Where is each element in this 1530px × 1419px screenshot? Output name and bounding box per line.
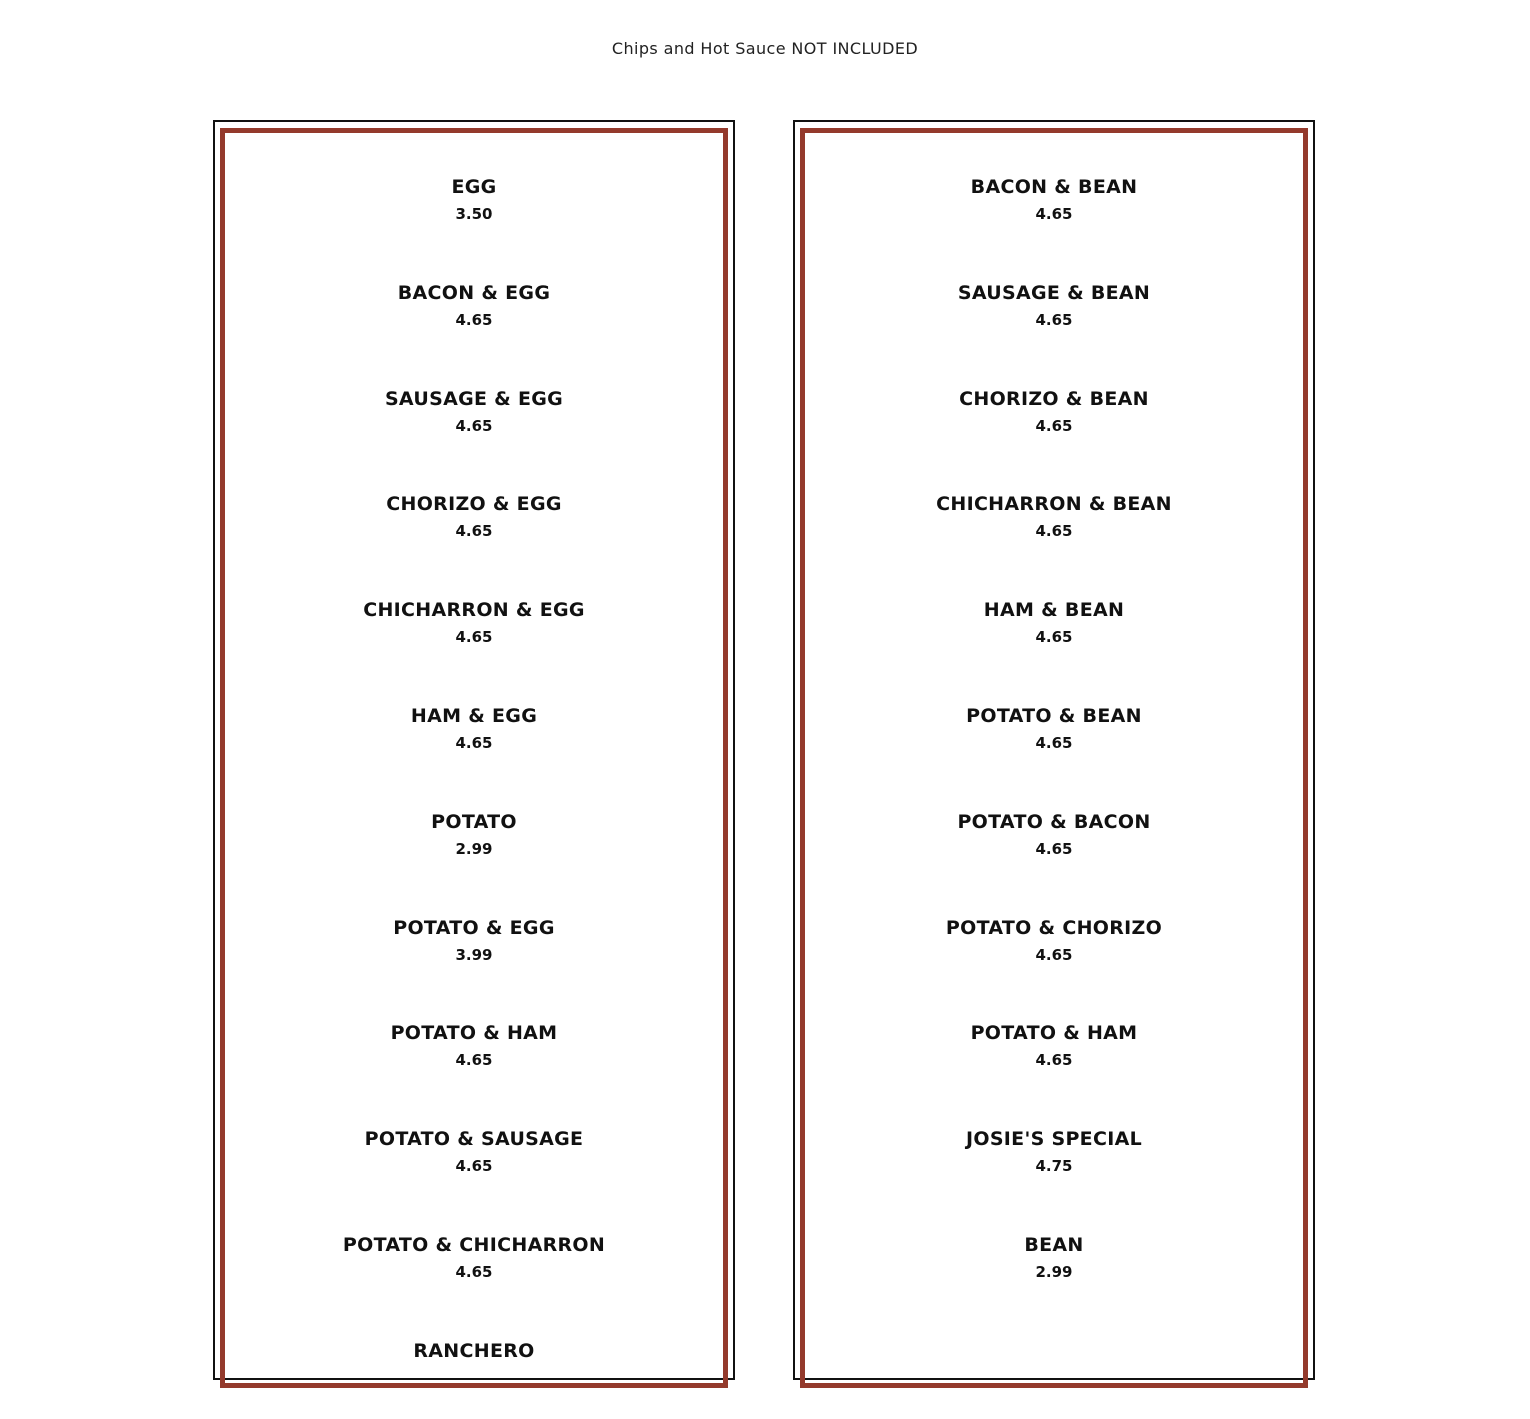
menu-item-price: 3.99 bbox=[455, 945, 493, 964]
menu-item-price: 4.75 bbox=[1035, 1157, 1073, 1176]
menu-item-price: 4.65 bbox=[1035, 839, 1073, 858]
menu-item-price: 4.65 bbox=[455, 522, 493, 541]
menu-item-price: 2.99 bbox=[1035, 1263, 1073, 1281]
menu-item-name: HAM & EGG bbox=[410, 705, 538, 727]
menu-item bbox=[805, 281, 1303, 361]
menu-item-price: 4.65 bbox=[455, 628, 493, 647]
menu-item-name: HAM & BEAN bbox=[983, 599, 1125, 622]
menu-item-name: CHICHARRON & EGG bbox=[363, 599, 585, 622]
notice-text: Chips and Hot Sauce NOT INCLUDED bbox=[611, 39, 919, 58]
menu-item-price: 4.65 bbox=[455, 1051, 493, 1070]
menu-item bbox=[225, 810, 723, 890]
menu-item bbox=[805, 387, 1303, 467]
menu-item bbox=[805, 175, 1303, 255]
menu-item bbox=[225, 492, 723, 572]
menu-item bbox=[805, 1233, 1303, 1313]
menu-item-name: POTATO & CHORIZO bbox=[945, 916, 1163, 939]
menu-item-name: CHICHARRON & BEAN bbox=[936, 493, 1172, 516]
menu-item-price: 4.65 bbox=[1035, 522, 1073, 541]
menu-item-name: SAUSAGE & EGG bbox=[384, 387, 564, 410]
menu-item-name: POTATO & CHICHARRON bbox=[342, 1234, 606, 1256]
menu-item bbox=[225, 1339, 723, 1419]
menu-item-name: RANCHERO bbox=[413, 1339, 535, 1362]
menu-item-price: 4.65 bbox=[1035, 416, 1073, 435]
menu-item bbox=[225, 1233, 723, 1313]
menu-item-price: 4.65 bbox=[1035, 628, 1073, 647]
menu-item-name: POTATO & BACON bbox=[957, 810, 1151, 833]
menu-item-price: 4.65 bbox=[455, 310, 493, 329]
menu-item bbox=[805, 1021, 1303, 1101]
menu-column-right-frame bbox=[800, 128, 1308, 1388]
menu-item bbox=[225, 598, 723, 678]
menu-column-left-frame bbox=[220, 128, 728, 1388]
menu-item-price: 2.99 bbox=[455, 839, 493, 858]
menu-column-left bbox=[213, 120, 735, 1380]
menu-item bbox=[225, 916, 723, 996]
menu-item bbox=[805, 810, 1303, 890]
menu-item-name: JOSIE'S SPECIAL bbox=[966, 1128, 1142, 1151]
menu-item-name: POTATO & EGG bbox=[393, 916, 555, 939]
menu-item-price: 4.65 bbox=[455, 416, 493, 435]
menu-item-name: POTATO & HAM bbox=[970, 1022, 1138, 1045]
menu-item bbox=[225, 1021, 723, 1101]
menu-item-name: POTATO & SAUSAGE bbox=[364, 1128, 584, 1151]
menu-item-name: BEAN bbox=[1024, 1234, 1084, 1256]
menu-item-price: 4.65 bbox=[1035, 1051, 1073, 1070]
menu-item bbox=[225, 387, 723, 467]
menu-item bbox=[805, 1127, 1303, 1207]
menu-item-price: 4.65 bbox=[455, 1263, 493, 1281]
menu-item bbox=[805, 598, 1303, 678]
menu-item-price: 4.65 bbox=[1035, 734, 1073, 752]
menu-item bbox=[225, 1127, 723, 1207]
menu-item bbox=[225, 281, 723, 361]
menu-item bbox=[225, 175, 723, 255]
menu-item-name: BACON & EGG bbox=[397, 281, 551, 304]
menu-item-price: 4.65 bbox=[1035, 205, 1073, 223]
menu-item-name: CHORIZO & BEAN bbox=[959, 387, 1149, 410]
menu-item bbox=[805, 704, 1303, 784]
menu-item-price: 4.65 bbox=[455, 734, 493, 752]
menu-item-name: POTATO & HAM bbox=[390, 1022, 558, 1045]
menu-item-price: 3.50 bbox=[455, 205, 493, 223]
menu-item-name: POTATO & BEAN bbox=[966, 705, 1142, 727]
menu-item bbox=[225, 704, 723, 784]
menu-item bbox=[805, 492, 1303, 572]
menu-item-price: 4.65 bbox=[1035, 945, 1073, 964]
menu-item-price: 4.65 bbox=[1035, 310, 1073, 329]
menu-item-name: BACON & BEAN bbox=[970, 176, 1138, 198]
menu-item-name: POTATO bbox=[431, 810, 517, 833]
menu-column-right bbox=[793, 120, 1315, 1380]
menu-item bbox=[805, 916, 1303, 996]
menu-item-name: EGG bbox=[451, 176, 497, 198]
menu-item-name: CHORIZO & EGG bbox=[386, 493, 562, 516]
menu-item-name: SAUSAGE & BEAN bbox=[957, 281, 1151, 304]
menu-item-price: 4.65 bbox=[455, 1157, 493, 1176]
